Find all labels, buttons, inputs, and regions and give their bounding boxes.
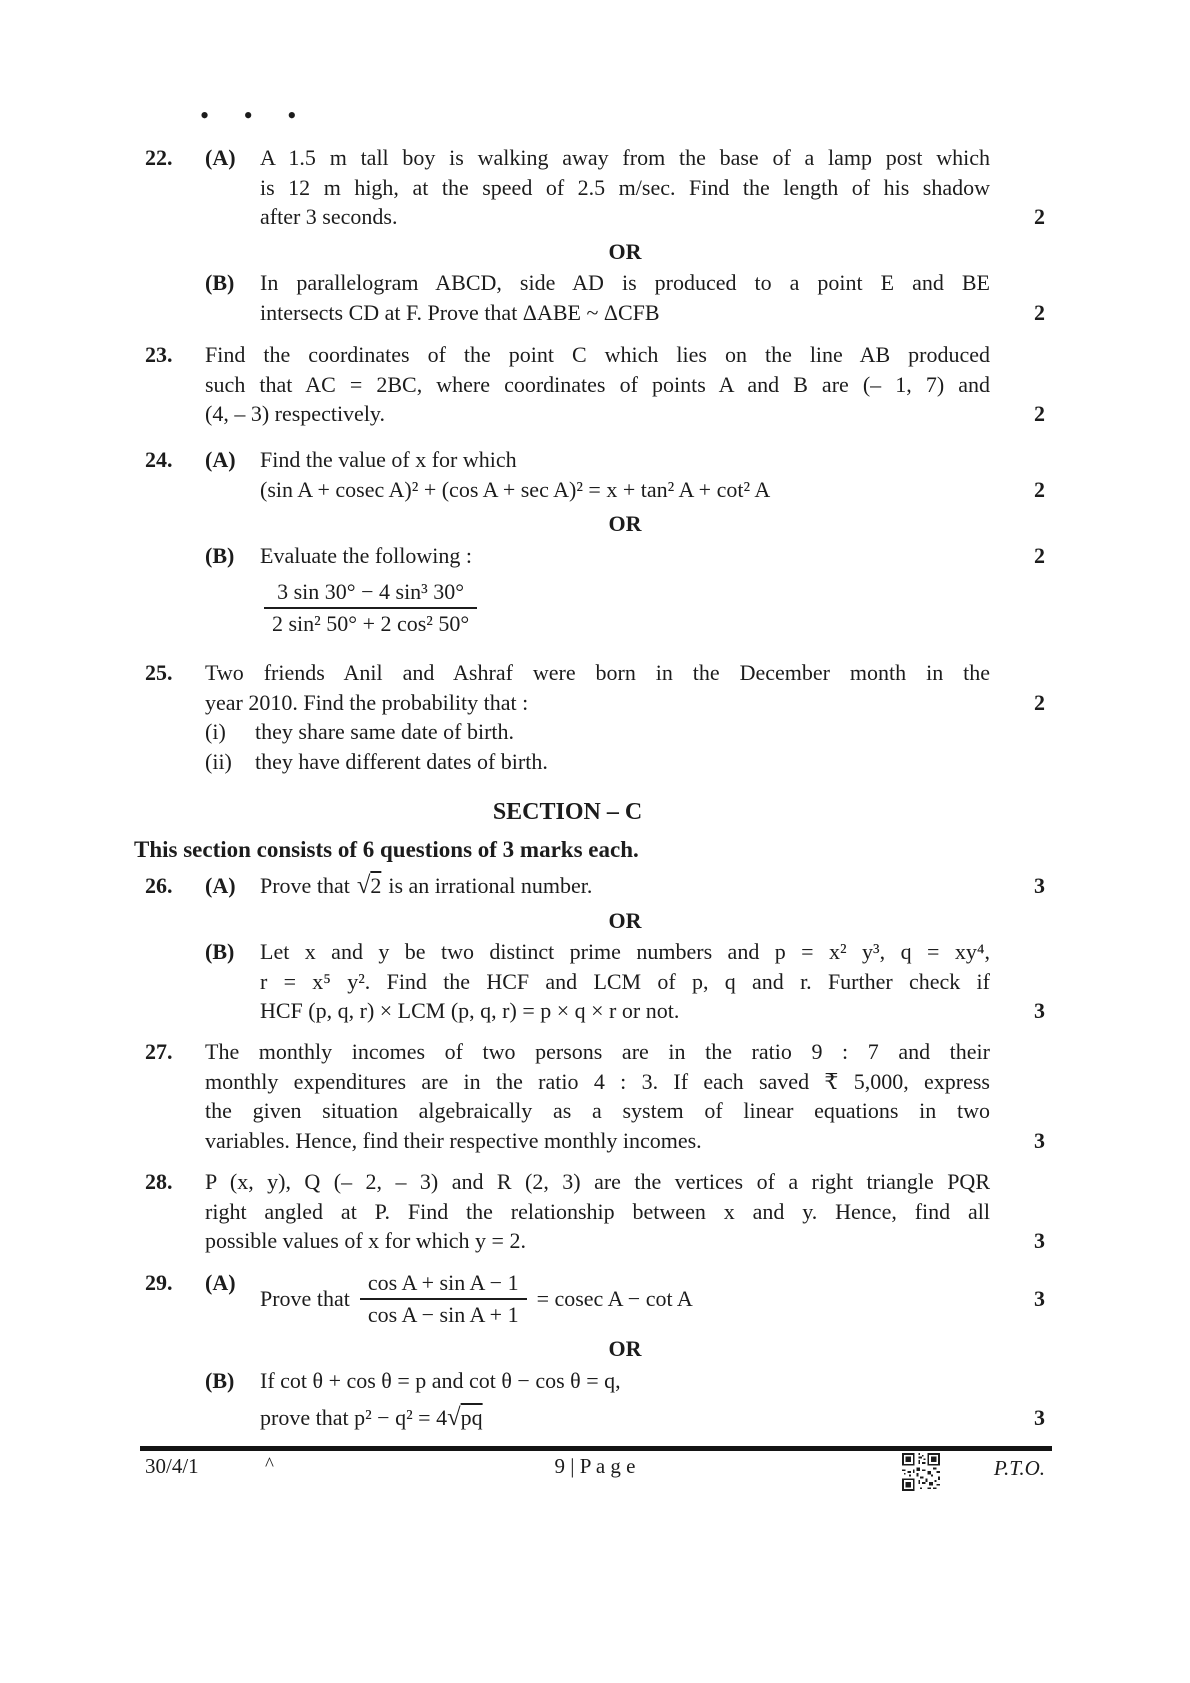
question-22b-marks: 2 xyxy=(1034,299,1045,325)
pto-label: P.T.O. xyxy=(993,1456,1045,1480)
question-28-number: 28. xyxy=(145,1169,173,1194)
page-footer xyxy=(145,1452,1045,1492)
question-22a-marks: 2 xyxy=(1034,204,1045,229)
question-24-or-separator: OR xyxy=(608,511,642,536)
question-27-line-2: monthly expenditures are in the ratio 4 : 3. If each saved ₹ 5,000, express xyxy=(205,1068,990,1094)
question-22-part-b-label: (B) xyxy=(205,270,235,295)
question-25-line-1: Two friends Anil and Ashraf were born in the December month in the xyxy=(205,660,990,685)
section-c-title: SECTION – C xyxy=(492,799,643,825)
question-22a-line-3: after 3 seconds. xyxy=(260,204,398,229)
fraction-numerator: cos A + sin A − 1 xyxy=(367,1270,519,1295)
question-27 xyxy=(145,1037,1045,1155)
question-29-part-a-label: (A) xyxy=(205,1270,236,1295)
question-25-number: 25. xyxy=(145,660,173,685)
question-23-line-1: Find the coordinates of the point C which lies on the line AB produced xyxy=(205,342,990,367)
question-24b-expression xyxy=(260,570,990,638)
fraction-numerator: 3 sin 30° − 4 sin³ 30° xyxy=(277,579,465,604)
fraction-denominator: cos A − sin A + 1 xyxy=(360,1298,527,1330)
question-27-line-4: variables. Hence, find their respective monthly incomes. xyxy=(205,1127,702,1153)
question-26b-line-3: HCF (p, q, r) × LCM (p, q, r) = p × q × r or not. xyxy=(260,998,680,1023)
qr-code xyxy=(902,1453,940,1491)
question-28 xyxy=(145,1167,1045,1256)
question-22a-line-2: is 12 m high, at the speed of 2.5 m/sec. Find the length of his shadow xyxy=(260,174,990,200)
question-29-number: 29. xyxy=(145,1270,173,1295)
question-28-line-1: P (x, y), Q (– 2, – 3) and R (2, 3) are the vertices of a right triangle PQR xyxy=(205,1169,990,1194)
question-26-number: 26. xyxy=(145,873,173,898)
question-26b-line-2: r = x⁵ y². Find the HCF and LCM of p, q and r. Further check if xyxy=(260,968,990,994)
question-26-or-separator: OR xyxy=(608,907,642,933)
question-23-line-2: such that AC = 2BC, where coordinates of points A and B are (– 1, 7) and xyxy=(205,371,990,397)
question-26b-line-1: Let x and y be two distinct prime numbers and p = x² y³, q = xy⁴, xyxy=(260,939,990,964)
question-27-line-1: The monthly incomes of two persons are in the ratio 9 : 7 and their xyxy=(205,1039,990,1064)
question-28-marks: 3 xyxy=(1034,1228,1045,1253)
question-22a-line-1: A 1.5 m tall boy is walking away from the base of a lamp post which xyxy=(260,145,990,170)
question-23-number: 23. xyxy=(145,342,173,367)
question-25-item-ii xyxy=(205,747,990,777)
question-22-or-separator: OR xyxy=(608,238,642,264)
question-23-line-3: (4, – 3) respectively. xyxy=(205,401,386,426)
question-22 xyxy=(145,143,1045,327)
question-22b-line-2: intersects CD at F. Prove that ΔABE ~ ΔCFB xyxy=(260,299,660,325)
question-29b-marks: 3 xyxy=(1034,1405,1045,1430)
question-24-part-b-label: (B) xyxy=(205,542,235,568)
question-29a-fraction xyxy=(360,1268,527,1329)
question-24b-fraction xyxy=(264,577,477,638)
question-25-item-i xyxy=(205,717,990,747)
question-29a-marks: 3 xyxy=(1034,1285,1045,1311)
question-28-line-2: right angled at P. Find the relationship between x and y. Hence, find all xyxy=(205,1198,990,1224)
question-26b-marks: 3 xyxy=(1034,998,1045,1023)
continuation-dots: • • • xyxy=(200,101,311,130)
statement-suffix: is an irrational number. xyxy=(388,873,593,898)
question-23-marks: 2 xyxy=(1034,401,1045,426)
statement-prefix: Prove that xyxy=(260,1285,350,1311)
question-25 xyxy=(145,658,1045,776)
question-24b-marks: 2 xyxy=(1034,542,1045,568)
radicand: 2 xyxy=(370,873,382,898)
radical-sign: √ xyxy=(356,872,371,899)
page-number-label: 9 | P a g e xyxy=(554,1454,636,1478)
question-27-marks: 3 xyxy=(1034,1127,1045,1153)
question-29b-line-1: If cot θ + cos θ = p and cot θ − cos θ = q, xyxy=(260,1367,621,1393)
question-26 xyxy=(145,871,1045,1026)
question-26a-statement xyxy=(260,871,990,901)
question-26-part-a-label: (A) xyxy=(205,873,236,898)
question-25-marks: 2 xyxy=(1034,689,1045,715)
item-ii-text: they have different dates of birth. xyxy=(255,748,548,774)
paper-code: 30/4/1 xyxy=(145,1454,199,1478)
question-29-part-b-label: (B) xyxy=(205,1367,235,1393)
item-i-label: (i) xyxy=(205,719,226,744)
statement-rhs: = cosec A − cot A xyxy=(536,1285,693,1311)
fraction-denominator: 2 sin² 50° + 2 cos² 50° xyxy=(264,607,477,639)
question-22-part-a-label: (A) xyxy=(205,145,236,170)
question-24a-marks: 2 xyxy=(1034,476,1045,502)
question-29a-statement xyxy=(260,1268,990,1329)
item-ii-label: (ii) xyxy=(205,748,232,774)
question-22-number: 22. xyxy=(145,145,173,170)
question-25-line-2: year 2010. Find the probability that : xyxy=(205,689,529,715)
caret-mark: ^ xyxy=(265,1454,274,1475)
question-29b-line-2 xyxy=(260,1403,990,1433)
line-prefix: prove that p² − q² = 4 xyxy=(260,1405,448,1430)
footer-rule xyxy=(140,1446,1052,1451)
item-i-text: they share same date of birth. xyxy=(255,719,515,744)
question-24b-intro: Evaluate the following : xyxy=(260,542,472,568)
question-23 xyxy=(145,340,1045,429)
question-27-line-3: the given situation algebraically as a system of linear equations in two xyxy=(205,1098,990,1123)
question-28-line-3: possible values of x for which y = 2. xyxy=(205,1228,526,1253)
question-26-part-b-label: (B) xyxy=(205,939,235,964)
question-24-part-a-label: (A) xyxy=(205,447,236,472)
question-29 xyxy=(145,1268,1045,1433)
radicand: pq xyxy=(460,1405,483,1430)
question-27-number: 27. xyxy=(145,1039,173,1064)
question-24 xyxy=(145,445,1045,638)
question-24a-intro: Find the value of x for which xyxy=(260,447,517,472)
question-24a-equation: (sin A + cosec A)² + (cos A + sec A)² = x + tan² A + cot² A xyxy=(260,476,771,502)
question-22b-line-1: In parallelogram ABCD, side AD is produced to a point E and BE xyxy=(260,270,990,295)
question-24-number: 24. xyxy=(145,447,173,472)
question-29-or-separator: OR xyxy=(608,1336,642,1361)
question-26a-marks: 3 xyxy=(1034,873,1045,898)
statement-prefix: Prove that xyxy=(260,873,350,898)
radical-sign: √ xyxy=(447,1404,461,1431)
section-c-intro: This section consists of 6 questions of 3 marks each. xyxy=(134,837,639,862)
